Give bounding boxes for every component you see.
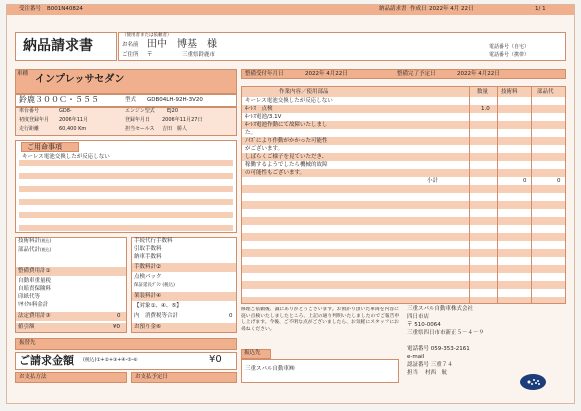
pickup-fee-label: 引取手数料 xyxy=(134,246,162,252)
mileage-label: 走行距離 xyxy=(19,126,40,132)
payment-date-label: お支払予定日 xyxy=(135,374,169,380)
header-doc-title: 納品請求書 xyxy=(379,6,407,12)
tax-label: 内 消費税等合計 xyxy=(134,313,179,319)
subtotal-label: 小計 xyxy=(427,178,439,184)
planned-date: 2022年 4月22日 xyxy=(457,71,500,77)
col-parts: 部品代 xyxy=(537,89,554,95)
receipt-no: B001N40824 xyxy=(47,6,83,12)
customer-address-label: ご住所 xyxy=(122,52,139,58)
tel-mobile-label: 電話番号（携帯） xyxy=(489,52,530,58)
work-qty: 1.0 xyxy=(481,106,490,112)
reg-date-label: 登録年月日 xyxy=(125,117,151,123)
customer-name: 田中 博基 様 xyxy=(147,39,217,50)
payee-name: 三重スバル自動車㈱ xyxy=(245,366,295,372)
customer-note: （使用者または依頼者） xyxy=(122,33,172,38)
subtotal-tech: 0 xyxy=(523,178,527,184)
vehicle-plate: 鈴鹿３００Ｃ・５５５ xyxy=(19,95,99,104)
tech-total-label: 技術料計(税込) xyxy=(18,238,52,244)
col-divider-tech xyxy=(497,87,498,303)
col-tech: 技術料 xyxy=(501,89,518,95)
pack-note: 保証延長ﾌﾟﾗﾝ (税込) xyxy=(134,283,175,288)
work-line: しばらくご様子を見ていただき、 xyxy=(245,154,328,160)
tel-home-label: 電話番号（自宅） xyxy=(489,44,530,50)
header-bar xyxy=(7,5,574,15)
customer-postal: 〒 xyxy=(147,52,153,58)
target-label: 【対象①、④、⑤】 xyxy=(134,303,182,309)
work-line: ｷｰﾚｽ 点検 xyxy=(245,106,273,112)
dealer-branch: 四日市店 xyxy=(407,314,430,320)
first-reg: 2006年11月 xyxy=(59,117,89,123)
dealer-address: 三重県四日市市新正５－４－９ xyxy=(407,330,485,336)
delivery-fee-label: 納車手数料 xyxy=(134,254,162,260)
insurance-label: 自賠責保険料 xyxy=(18,286,52,292)
subaru-stars-icon xyxy=(520,374,546,390)
created-date: 2022年 4月 22日 xyxy=(429,6,474,12)
request-lines xyxy=(19,153,233,231)
parts-total-label: 部品代計(税込) xyxy=(18,247,52,253)
col-divider-parts xyxy=(531,87,532,303)
dealer-total-label: 架装料計④ xyxy=(134,293,161,299)
engine-label: エンジン型式 xyxy=(125,108,155,114)
subaru-logo-icon xyxy=(520,374,546,390)
col-work: 作業内容／使用部品 xyxy=(279,89,329,95)
paid-label: 値引額 xyxy=(18,324,35,330)
model-label: 型式 xyxy=(125,97,137,103)
first-reg-label: 初度登録年月 xyxy=(19,117,50,123)
dealer-staff: 村西 航 xyxy=(425,370,448,376)
legal-total-value: 0 xyxy=(117,313,121,319)
receipt-no-label: 受注番号 xyxy=(19,6,42,12)
work-line: がございます。 xyxy=(245,146,284,152)
transfer-label: 振替先 xyxy=(19,340,36,346)
maint-total-label: 整備費用計① xyxy=(18,268,51,274)
vehicle-name: インプレッサセダン xyxy=(35,74,125,85)
request-title: ご用命事項 xyxy=(27,143,62,151)
page-number: 1/ 1 xyxy=(535,6,546,12)
notes-text: 修理ご依頼後、誠にありがとうございます。お預かり頂いた車両を内容に従い点検いたしましたところ、上記の通り判明いたしましたのでご報告申し上げます。今後、ご不明な点がございましたら、お気軽にスタッフにお尋ねください。 xyxy=(241,307,400,333)
dealer-tel: 電話番号 059-353-2161 xyxy=(407,346,470,352)
work-line: ｷｰﾚｽ電池/3.1V xyxy=(245,114,282,120)
work-line: た。 xyxy=(245,130,257,136)
deposit-label: お預り金⑥ xyxy=(134,324,161,330)
sales-label: 担当セールス xyxy=(125,126,155,132)
total-formula: (税込)①+②+③+④-⑤-⑥ xyxy=(83,358,138,363)
agency-fee-label: 手続代行手数料 xyxy=(134,238,173,244)
recycle-label: ﾘｻｲｸﾙ料金計 xyxy=(18,302,49,308)
work-line: 稼働するようでしたら機械的故障 xyxy=(245,162,328,168)
auto-tax-label: 自動車重量税 xyxy=(18,278,52,284)
dealer-postal: 〒 510-0064 xyxy=(407,322,441,328)
col-qty: 数量 xyxy=(477,89,489,95)
chassis-label: 車台番号 xyxy=(19,108,40,114)
engine: EJ20 xyxy=(167,108,178,114)
stamp-label: 印紙代等 xyxy=(18,294,41,300)
sales: 吉田 勝人 xyxy=(162,126,188,132)
customer-address: 三重県鈴鹿市 xyxy=(182,52,216,58)
fee-total-label: 手数料計② xyxy=(134,264,161,270)
dealer-email-label: e-mail xyxy=(407,354,425,360)
col-divider-qty xyxy=(469,87,470,303)
tax-value: 0 xyxy=(229,313,233,319)
total-label: ご請求金額 xyxy=(19,354,74,367)
received-label: 整備受付年月日 xyxy=(245,71,284,77)
vehicle-model: GDB04LH-92H-3V20 xyxy=(147,97,203,103)
subtotal-parts: 0 xyxy=(557,178,561,184)
pack-label: 点検パック xyxy=(134,274,162,280)
invoice-sheet xyxy=(6,4,575,404)
planned-label: 整備完了予定日 xyxy=(397,71,436,77)
dealer-staff-label: 担当 xyxy=(407,370,419,376)
work-line: ﾉｲｽﾞにより作動がかかった可能性 xyxy=(245,138,328,144)
created-label: 作成日 xyxy=(410,6,427,12)
payment-method-label: お支払方法 xyxy=(19,374,47,380)
total-value: ¥0 xyxy=(209,354,222,365)
work-line: の可能性もございます。 xyxy=(245,170,306,176)
chassis: GD8- xyxy=(59,108,72,114)
vehicle-name-label: 車種 xyxy=(17,71,29,77)
work-line: キーレス電池交換したが反応しない xyxy=(245,98,333,104)
request-text: キーレス電池交換したが反応しない xyxy=(22,154,110,160)
mileage: 60,400 Km xyxy=(59,126,87,132)
payee-label: 振込先 xyxy=(244,350,261,356)
reg-date: 2006年11月27日 xyxy=(162,117,203,123)
work-line: ｷｰﾚｽ電池作動にて故障いたしまし xyxy=(245,122,328,128)
dealer-name: 三重スバル自動車株式会社 xyxy=(407,306,474,312)
customer-name-label: お名前 xyxy=(122,42,139,48)
transfer-box xyxy=(15,338,237,350)
page-title: 納品請求書 xyxy=(23,38,93,54)
legal-total-label: 法定費用計③ xyxy=(18,313,51,319)
received-date: 2022年 4月22日 xyxy=(305,71,348,77)
dealer-reg: 認証番号 三重７４ xyxy=(407,362,453,368)
paid-value: ¥0 xyxy=(113,324,120,330)
